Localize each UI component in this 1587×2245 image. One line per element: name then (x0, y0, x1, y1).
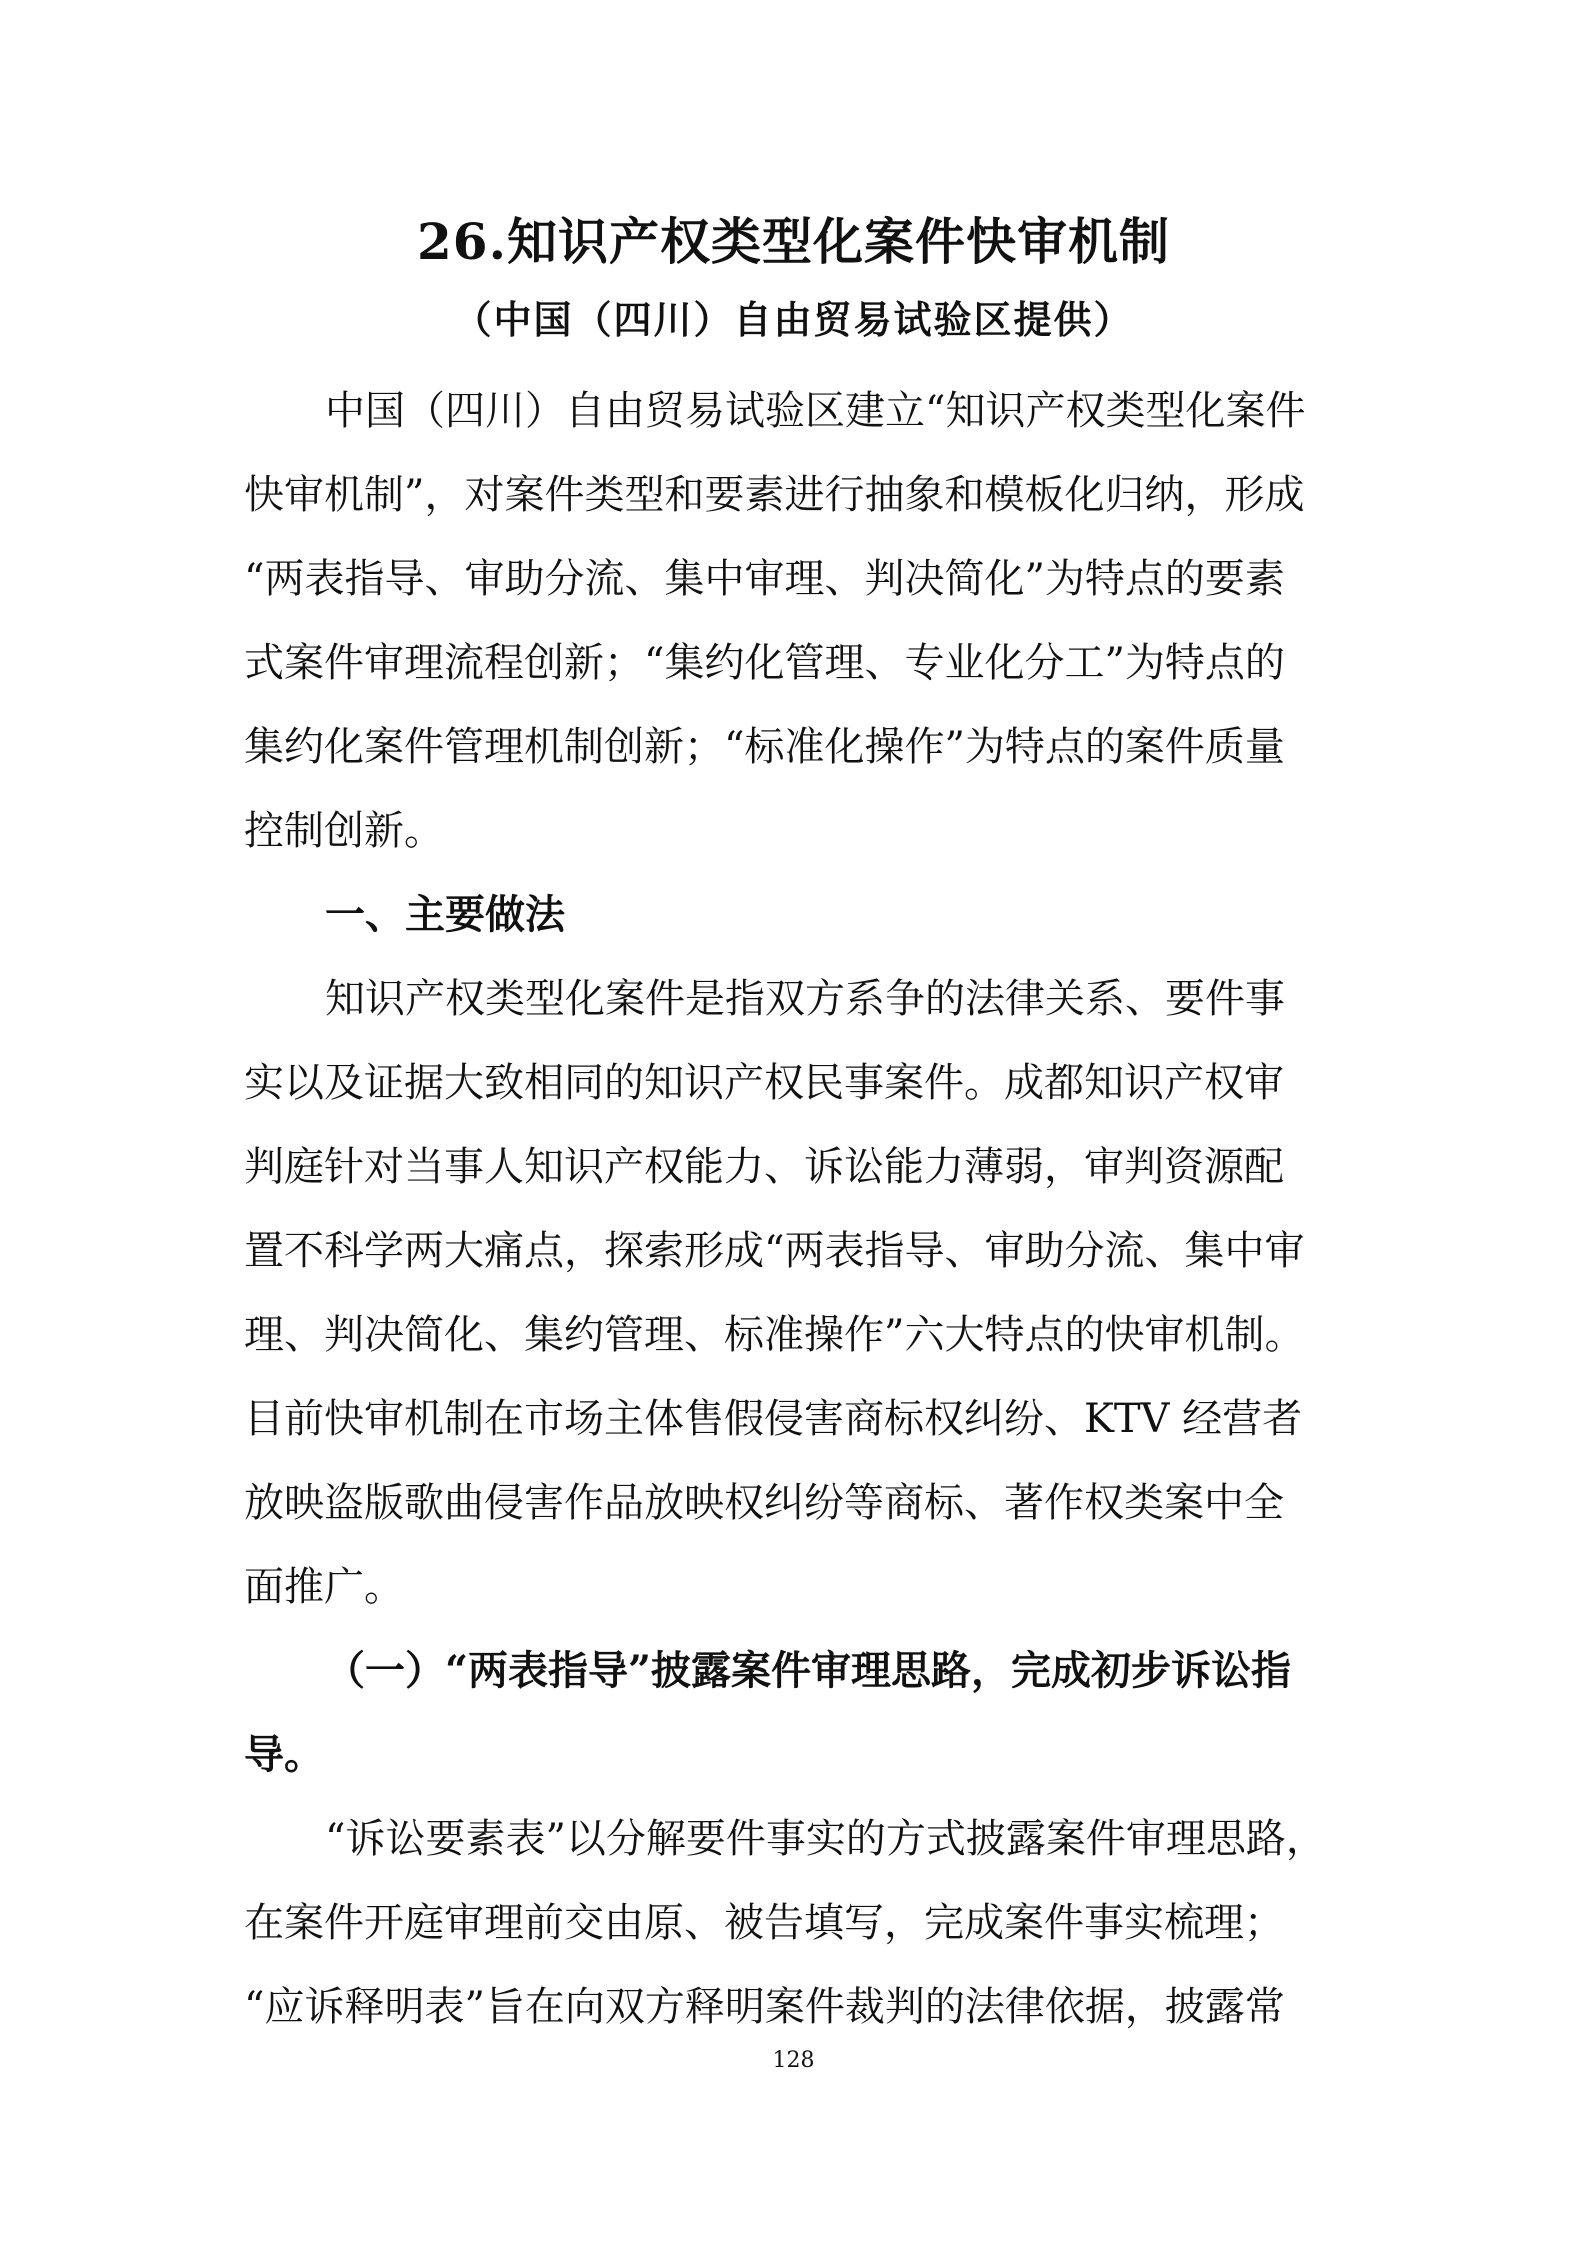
section-paragraph-line: 判庭针对当事人知识产权能力、诉讼能力薄弱，审判资源配 (244, 1144, 1284, 1190)
document-subtitle: （中国（四川）自由贸易试验区提供） (453, 297, 1134, 342)
intro-line: 中国（四川）自由贸易试验区建立“知识产权类型化案件 (325, 388, 1306, 434)
intro-line: 快审机制”，对案件类型和要素进行抽象和模板化归纳，形成 (244, 472, 1305, 518)
subsection-paragraph-line: “应诉释明表”旨在向双方释明案件裁判的法律依据，披露常 (244, 1984, 1285, 2030)
intro-line: 式案件审理流程创新；“集约化管理、专业化分工”为特点的 (244, 640, 1285, 686)
section-heading: 一、主要做法 (325, 891, 565, 938)
document-title: 26.知识产权类型化案件快审机制 (417, 212, 1170, 271)
subsection-paragraph-line: 在案件开庭审理前交由原、被告填写，完成案件事实梳理； (244, 1900, 1284, 1946)
section-paragraph-line: 理、判决简化、集约管理、标准操作”六大特点的快审机制。 (244, 1312, 1305, 1358)
subsection-paragraph-line: “诉讼要素表”以分解要件事实的方式披露案件审理思路， (325, 1816, 1326, 1862)
section-paragraph-line: 放映盗版歌曲侵害作品放映权纠纷等商标、著作权类案中全 (244, 1480, 1284, 1526)
subsection-heading-line: 导。 (244, 1731, 324, 1778)
intro-line: 集约化案件管理机制创新；“标准化操作”为特点的案件质量 (244, 724, 1285, 770)
intro-line: “两表指导、审助分流、集中审理、判决简化”为特点的要素 (244, 556, 1285, 602)
section-paragraph-line: 置不科学两大痛点，探索形成“两表指导、审助分流、集中审 (244, 1228, 1305, 1274)
subsection-heading-line: （一）“两表指导”披露案件审理思路，完成初步诉讼指 (325, 1647, 1292, 1694)
section-paragraph-line: 实以及证据大致相同的知识产权民事案件。成都知识产权审 (244, 1060, 1284, 1106)
section-paragraph-line: 知识产权类型化案件是指双方系争的法律关系、要件事 (325, 976, 1285, 1022)
section-paragraph-line: 面推广。 (244, 1564, 404, 1610)
intro-line: 控制创新。 (244, 808, 444, 854)
section-paragraph-line: 目前快审机制在市场主体售假侵害商标权纠纷、KTV 经营者 (244, 1396, 1303, 1442)
page-number: 128 (772, 2048, 815, 2073)
